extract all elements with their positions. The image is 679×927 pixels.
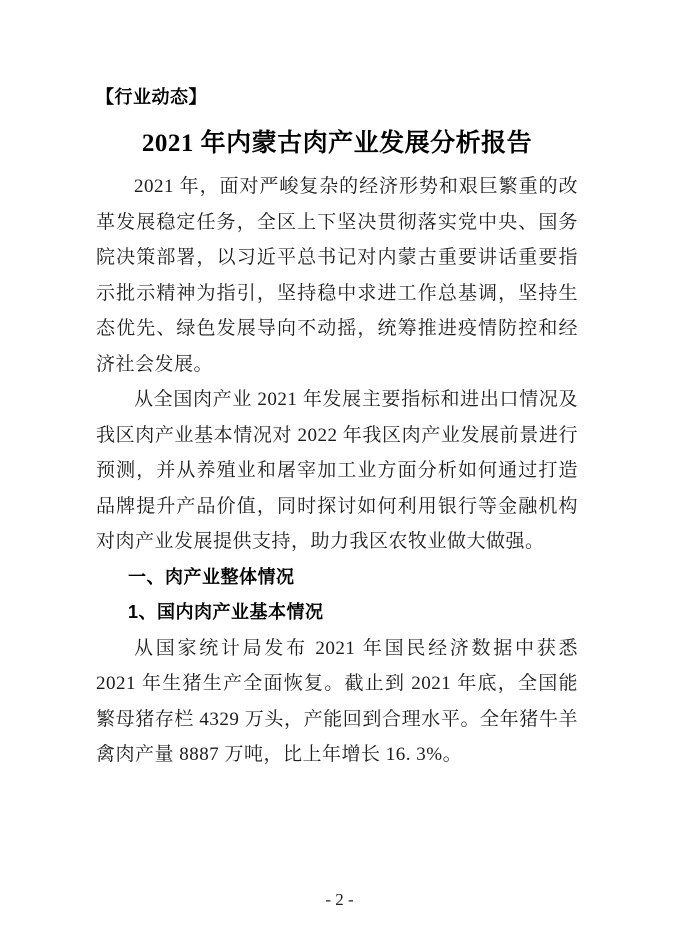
category-tag: 【行业动态】 <box>96 87 207 107</box>
document-title: 2021 年内蒙古肉产业发展分析报告 <box>141 130 533 157</box>
section-heading: 一、肉产业整体情况 <box>128 566 295 587</box>
paragraph-intro: 2021 年，面对严峻复杂的经济形势和艰巨繁重的改革发展稳定任务，全区上下坚决贯彻落实党中央、国务院决策部署，以习近平总书记对内蒙古重要讲话重要指示批示精神为指引，坚持稳中求进工作总基调，坚持生态优先、绿色发展导向不动摇，统筹推进疫情防控和经济社会发展。 <box>96 176 578 375</box>
paragraph-statistics: 从国家统计局发布 2021 年国民经济数据中获悉 2021 年生猪生产全面恢复。截止到 2021 年底，全国能繁母猪存栏 4329 万头，产能回到合理水平。全年猪牛羊禽肉产量 8887 万吨，比上年增长 16. 3%。 <box>96 637 578 765</box>
subsection-heading: 1、国内肉产业基本情况 <box>128 602 324 622</box>
paragraph-overview: 从全国肉产业 2021 年发展主要指标和进出口情况及我区肉产业基本情况对 2022 年我区肉产业发展前景进行预测，并从养殖业和屠宰加工业方面分析如何通过打造品牌提升产品价值，同时探讨如何利用银行等金融机构对肉产业发展提供支持，助力我区农牧业做大做强。 <box>96 389 578 552</box>
page-number: - 2 - <box>325 890 354 909</box>
document-content <box>96 84 578 773</box>
